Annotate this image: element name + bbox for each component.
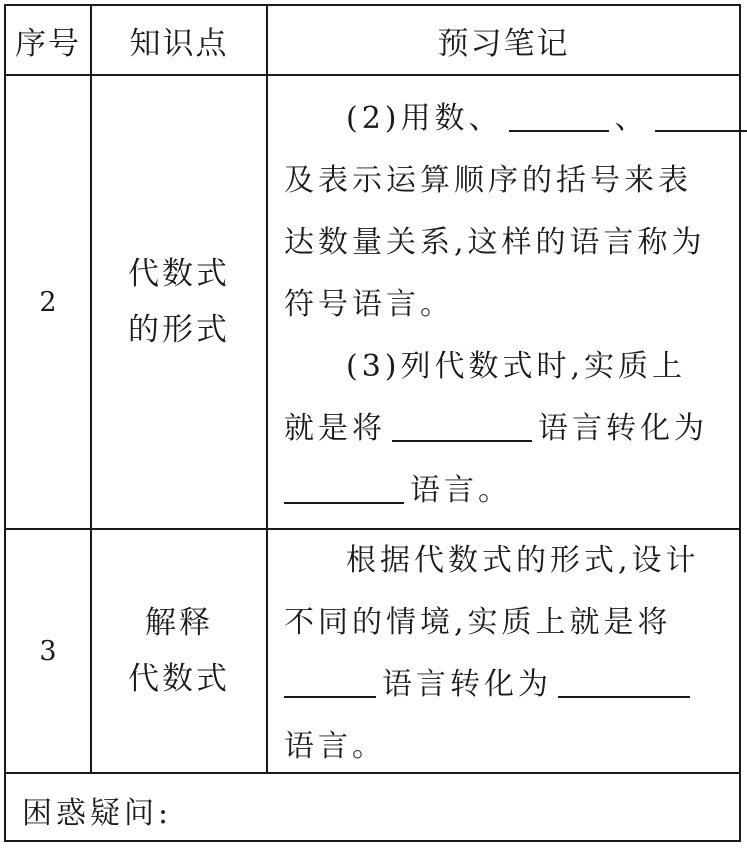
notes-line: 符号语言。 xyxy=(284,287,454,322)
row-number: 3 xyxy=(39,635,57,667)
questions-label: 困惑疑问: xyxy=(22,796,173,831)
notes-line: 根据代数式的形式,设计 xyxy=(346,543,700,578)
topic-line: 解释 xyxy=(145,605,213,641)
notes-line: 语言。 xyxy=(284,729,386,764)
notes-text: 就是将 xyxy=(284,411,386,446)
row-topic xyxy=(92,530,266,772)
notes-line: 不同的情境,实质上就是将 xyxy=(284,605,672,640)
row-number: 2 xyxy=(39,286,57,318)
row-notes xyxy=(284,88,734,522)
header-notes: 预习笔记 xyxy=(437,25,570,62)
notes-line xyxy=(284,460,734,522)
notes-text: 语言转化为 xyxy=(538,411,708,446)
notes-text: (2)用数、 xyxy=(346,101,503,136)
notes-line: 及表示运算顺序的括号来表 xyxy=(284,163,692,198)
topic-line: 代数式 xyxy=(128,256,230,292)
notes-line: 达数量关系,这样的语言称为 xyxy=(284,225,706,260)
fill-blank xyxy=(509,96,609,132)
notes-line xyxy=(284,88,734,150)
fill-blank xyxy=(655,96,747,132)
notes-text: 语言转化为 xyxy=(382,667,552,702)
fill-blank xyxy=(284,662,376,698)
header-topic: 知识点 xyxy=(129,25,229,62)
topic-line: 的形式 xyxy=(128,312,230,348)
preview-notes-table xyxy=(4,4,741,842)
column-divider xyxy=(266,6,268,772)
notes-line xyxy=(284,398,734,460)
notes-text: 语言。 xyxy=(410,473,512,508)
notes-line xyxy=(284,654,734,716)
fill-blank xyxy=(284,468,404,504)
notes-text: 、 xyxy=(614,101,649,136)
header-no: 序号 xyxy=(15,25,81,62)
notes-line: (3)列代数式时,实质上 xyxy=(346,349,687,384)
topic-line: 代数式 xyxy=(128,661,230,697)
row-notes xyxy=(284,530,734,778)
fill-blank xyxy=(392,406,532,442)
fill-blank xyxy=(558,662,690,698)
row-topic xyxy=(92,76,266,528)
